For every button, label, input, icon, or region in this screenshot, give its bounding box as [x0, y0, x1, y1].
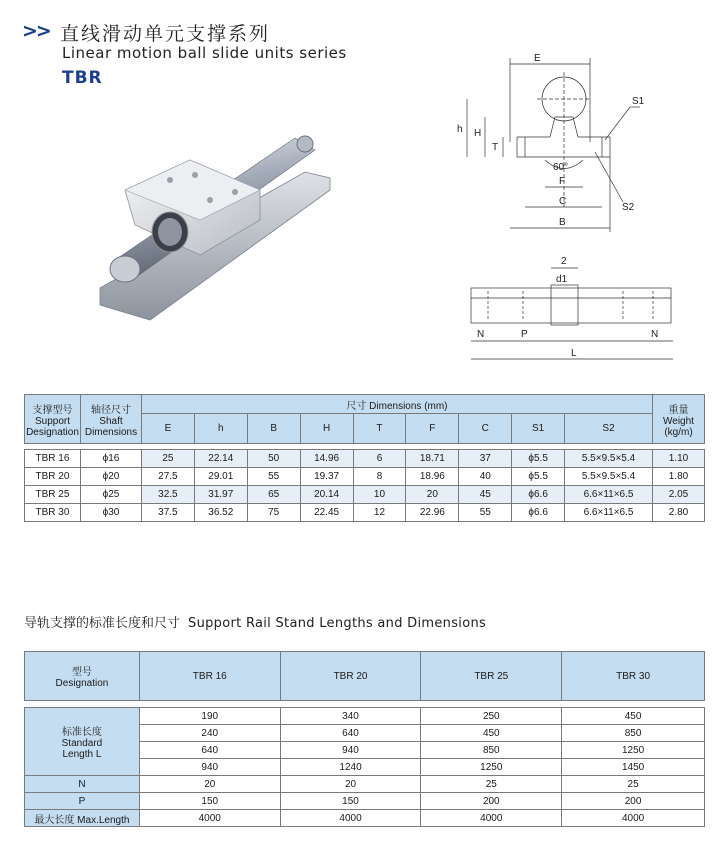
cell-value: 640: [280, 725, 421, 742]
cell-b: 50: [247, 450, 300, 468]
bolt-hole-3: [207, 197, 213, 203]
cell-t: 12: [353, 504, 406, 522]
cell-value: 640: [139, 742, 280, 759]
col-tbr25: TBR 25: [421, 652, 562, 701]
col-h: h: [194, 414, 247, 444]
section2-title-cn: 导轨支撑的标准长度和尺寸: [24, 616, 181, 631]
label-angle: 60°: [553, 162, 569, 173]
table-row: [25, 486, 705, 504]
col-c: C: [459, 414, 512, 444]
cell-value: 1250: [562, 742, 705, 759]
col-tbr30: TBR 30: [562, 652, 705, 701]
cell-f: 22.96: [406, 504, 459, 522]
cell-H: 19.37: [300, 468, 353, 486]
std-length-label: 标准长度 Standard Length L: [25, 708, 140, 776]
n-label: N: [25, 776, 140, 793]
cell-shaft: ϕ16: [80, 450, 141, 468]
cell-weight: 2.05: [652, 486, 704, 504]
cell-value: 150: [280, 793, 421, 810]
length-table: [24, 651, 705, 827]
cell-value: 150: [139, 793, 280, 810]
label-h: h: [457, 124, 463, 135]
cell-f: 18.96: [406, 468, 459, 486]
cell-s2: 6.6×11×6.5: [565, 486, 653, 504]
cell-value: 240: [139, 725, 280, 742]
cell-h: 29.01: [194, 468, 247, 486]
cell-e: 37.5: [141, 504, 194, 522]
support-profile: [517, 117, 610, 157]
cell-value: 4000: [280, 810, 421, 827]
page-title-cn: 直线滑动单元支撑系列: [60, 23, 271, 45]
table-row: [25, 776, 705, 793]
cell-value: 850: [562, 725, 705, 742]
col-s1: S1: [512, 414, 565, 444]
cell-value: 20: [139, 776, 280, 793]
label-c: C: [559, 196, 567, 207]
model-code: TBR: [62, 68, 103, 88]
cell-c: 55: [459, 504, 512, 522]
label-l: L: [571, 348, 577, 359]
cell-value: 4000: [421, 810, 562, 827]
cell-b: 55: [247, 468, 300, 486]
bolt-hole-1: [167, 177, 173, 183]
cell-value: 940: [280, 742, 421, 759]
cell-f: 18.71: [406, 450, 459, 468]
label-n-left: N: [477, 329, 485, 340]
col-s2: S2: [565, 414, 653, 444]
cell-s2: 6.6×11×6.5: [565, 504, 653, 522]
cell-s1: ϕ6.6: [512, 504, 565, 522]
cell-e: 25: [141, 450, 194, 468]
cell-b: 75: [247, 504, 300, 522]
col-b: B: [247, 414, 300, 444]
table-row: [25, 468, 705, 486]
col-support: 支撑型号 Support Designation: [25, 395, 81, 444]
col-designation: 型号 Designation: [25, 652, 140, 701]
label-f: F: [559, 176, 566, 187]
dimensions-table: [24, 394, 705, 522]
cell-s1: ϕ6.6: [512, 486, 565, 504]
cell-weight: 2.80: [652, 504, 704, 522]
leader-s2: [595, 152, 623, 202]
bearing-inner: [158, 218, 182, 246]
cell-value: 4000: [139, 810, 280, 827]
cell-value: 1240: [280, 759, 421, 776]
table-row: [25, 708, 705, 725]
cell-h: 22.14: [194, 450, 247, 468]
cell-value: 25: [421, 776, 562, 793]
label-p: P: [521, 329, 528, 340]
table-row: [25, 450, 705, 468]
cell-H: 14.96: [300, 450, 353, 468]
cell-model: TBR 30: [25, 504, 81, 522]
cell-s1: ϕ5.5: [512, 468, 565, 486]
col-weight: 重量 Weight (kg/m): [652, 395, 704, 444]
cell-value: 25: [562, 776, 705, 793]
section2-title-en: Support Rail Stand Lengths and Dimensions: [188, 616, 487, 631]
cell-value: 200: [562, 793, 705, 810]
cell-t: 10: [353, 486, 406, 504]
hole-section: [551, 285, 578, 325]
col-tbr16: TBR 16: [139, 652, 280, 701]
label-H: H: [474, 128, 482, 139]
cell-weight: 1.10: [652, 450, 704, 468]
leader-s1: [605, 107, 630, 140]
cell-h: 31.97: [194, 486, 247, 504]
cell-model: TBR 16: [25, 450, 81, 468]
cell-shaft: ϕ20: [80, 468, 141, 486]
col-e: E: [141, 414, 194, 444]
cell-H: 20.14: [300, 486, 353, 504]
cell-value: 850: [421, 742, 562, 759]
cell-value: 190: [139, 708, 280, 725]
cross-section-diagram: [455, 52, 710, 242]
label-d1: d1: [556, 274, 568, 285]
bolt-hole-4: [232, 189, 238, 195]
cell-c: 45: [459, 486, 512, 504]
label-two: 2: [561, 256, 567, 267]
header-arrows: >>: [22, 20, 50, 42]
max-length-label: 最大长度 Max.Length: [25, 810, 140, 827]
col-f: F: [406, 414, 459, 444]
cell-value: 1450: [562, 759, 705, 776]
cell-value: 450: [421, 725, 562, 742]
cell-t: 8: [353, 468, 406, 486]
label-b: B: [559, 217, 566, 228]
col-dimensions: 尺寸 Dimensions (mm): [141, 395, 652, 414]
section2-title: [24, 612, 486, 631]
label-e: E: [534, 53, 541, 64]
cell-shaft: ϕ30: [80, 504, 141, 522]
cell-weight: 1.80: [652, 468, 704, 486]
cell-value: 1250: [421, 759, 562, 776]
page-title-en: Linear motion ball slide units series: [62, 44, 347, 62]
bolt-hole-2: [192, 172, 198, 178]
cell-value: 940: [139, 759, 280, 776]
cell-s2: 5.5×9.5×5.4: [565, 468, 653, 486]
cell-value: 200: [421, 793, 562, 810]
rail-side-outline: [471, 288, 671, 323]
cell-e: 32.5: [141, 486, 194, 504]
cell-value: 20: [280, 776, 421, 793]
col-shaft: 轴径尺寸 Shaft Dimensions: [80, 395, 141, 444]
cell-shaft: ϕ25: [80, 486, 141, 504]
cell-h: 36.52: [194, 504, 247, 522]
cell-value: 4000: [562, 810, 705, 827]
cell-s2: 5.5×9.5×5.4: [565, 450, 653, 468]
col-t: T: [353, 414, 406, 444]
cell-model: TBR 20: [25, 468, 81, 486]
shaft-end-shape: [110, 256, 140, 282]
col-H: H: [300, 414, 353, 444]
cell-b: 65: [247, 486, 300, 504]
cell-e: 27.5: [141, 468, 194, 486]
product-image: [90, 120, 340, 330]
label-s1: S1: [632, 96, 645, 107]
side-view-diagram: [463, 255, 708, 367]
cell-value: 340: [280, 708, 421, 725]
shaft-far-end-shape: [297, 136, 313, 152]
cell-s1: ϕ5.5: [512, 450, 565, 468]
p-label: P: [25, 793, 140, 810]
col-tbr20: TBR 20: [280, 652, 421, 701]
cell-H: 22.45: [300, 504, 353, 522]
cell-value: 250: [421, 708, 562, 725]
label-n-right: N: [651, 329, 659, 340]
cell-t: 6: [353, 450, 406, 468]
table-row: [25, 793, 705, 810]
cell-value: 450: [562, 708, 705, 725]
label-s2: S2: [622, 202, 635, 213]
table-row: [25, 504, 705, 522]
cell-c: 40: [459, 468, 512, 486]
table-row: [25, 810, 705, 827]
cell-model: TBR 25: [25, 486, 81, 504]
label-t: T: [492, 142, 499, 153]
cell-f: 20: [406, 486, 459, 504]
cell-c: 37: [459, 450, 512, 468]
